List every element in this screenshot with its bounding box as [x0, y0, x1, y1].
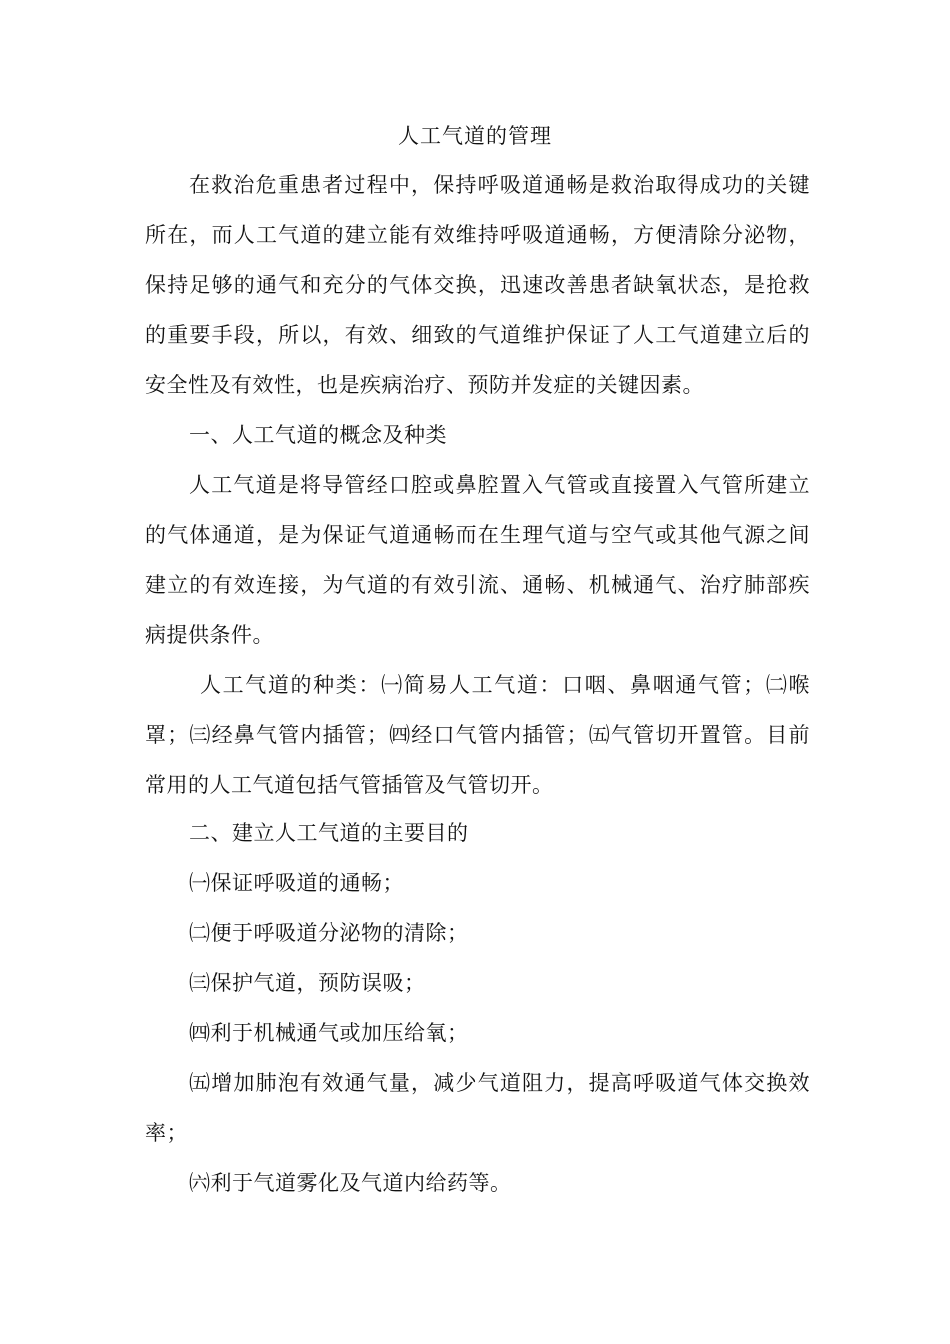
document-title: 人工气道的管理 — [398, 124, 552, 148]
purpose-item-1: ㈠保证呼吸道的通畅； — [189, 871, 404, 895]
section1-heading: 一、人工气道的概念及种类 — [189, 423, 447, 447]
purpose-item-6: ㈥利于气道雾化及气道内给药等。 — [189, 1171, 512, 1195]
purpose-item-2: ㈡便于呼吸道分泌物的清除； — [189, 921, 469, 945]
types-paragraph: 人工气道的种类：㈠简易人工气道：口咽、鼻咽通气管；㈡喉罩；㈢经鼻气管内插管；㈣经口气管内插管；㈤气管切开置管。目前常用的人工气道包括气管插管及气管切开。 — [145, 673, 810, 797]
purpose-item-4: ㈣利于机械通气或加压给氧； — [189, 1021, 469, 1045]
purpose-item-5: ㈤增加肺泡有效通气量，减少气道阻力，提高呼吸道气体交换效率； — [145, 1071, 810, 1145]
section2-heading: 二、建立人工气道的主要目的 — [189, 821, 469, 845]
definition-paragraph: 人工气道是将导管经口腔或鼻腔置入气管或直接置入气管所建立的气体通道，是为保证气道通畅而在生理气道与空气或其他气源之间建立的有效连接，为气道的有效引流、通畅、机械通气、治疗肺部疾病提供条件。 — [145, 473, 810, 647]
intro-paragraph: 在救治危重患者过程中，保持呼吸道通畅是救治取得成功的关键所在，而人工气道的建立能有效维持呼吸道通畅，方便清除分泌物，保持足够的通气和充分的气体交换，迅速改善患者缺氧状态，是抢救的重要手段，所以，有效、细致的气道维护保证了人工气道建立后的安全性及有效性，也是疾病治疗、预防并发症的关键因素。 — [145, 173, 810, 397]
purpose-item-3: ㈢保护气道，预防误吸； — [189, 971, 426, 995]
